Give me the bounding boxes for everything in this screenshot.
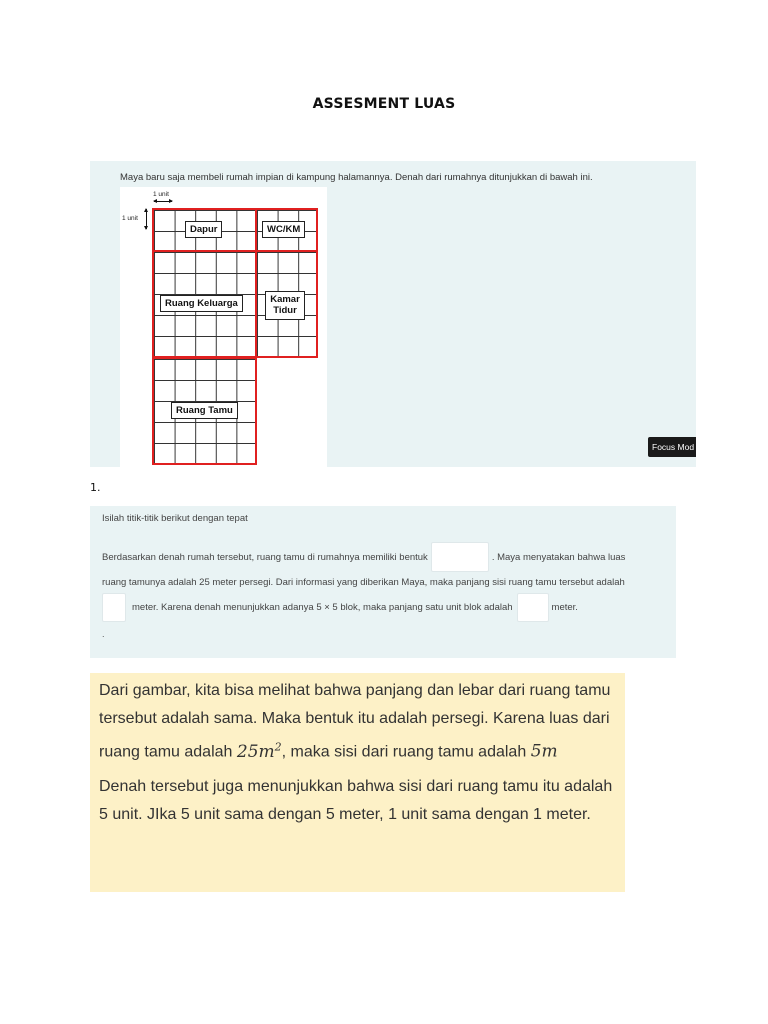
room-label-wc: WC/KM xyxy=(262,221,305,238)
room-label-kamar-line2: Tidur xyxy=(273,305,297,317)
math-area-exponent: 2 xyxy=(274,740,282,753)
document-title: ASSESMENT LUAS xyxy=(312,96,456,112)
question-text-3a: meter. Karena denah menunjukkan adanya 5 × 5 blok, maka panjang satu unit blok adalah xyxy=(132,602,513,613)
unit-horizontal-label: 1 unit xyxy=(153,191,169,198)
question-line-1 xyxy=(102,542,625,572)
question-text-1b: . Maya menyatakan bahwa luas xyxy=(491,551,626,563)
answer-blank-shape[interactable] xyxy=(431,542,489,572)
room-label-kamar-line1: Kamar xyxy=(270,294,300,305)
room-dapur xyxy=(152,208,257,252)
answer-paragraph-1 xyxy=(99,677,615,767)
question-instruction: Isilah titik-titik berikut dengan tepat xyxy=(102,513,248,524)
math-side: 5m xyxy=(530,741,558,762)
math-area-base: 25m xyxy=(236,741,275,762)
answer-text-1a: Dari gambar, kita bisa melihat bahwa panjang dan lebar dari ruang tamu tersebut adalah sama. Maka bentuk itu adalah persegi. Karena luas dari ruang tamu adalah xyxy=(99,682,611,761)
room-label-kamar-tidur xyxy=(265,291,305,320)
question-text-2: ruang tamunya adalah 25 meter persegi. Dari informasi yang diberikan Maya, maka panjang sisi ruang tamu tersebut adalah xyxy=(102,577,625,588)
answer-blank-side-length[interactable] xyxy=(102,593,126,622)
question-text-3b: meter. xyxy=(551,602,578,613)
answer-text-1b: , maka sisi dari ruang tamu adalah xyxy=(281,743,527,761)
question-line-2 xyxy=(102,577,625,588)
double-arrow-vertical-icon xyxy=(146,209,147,229)
double-arrow-horizontal-icon xyxy=(154,201,172,202)
focus-mode-button[interactable]: Focus Mod xyxy=(648,437,696,457)
question-panel xyxy=(90,506,676,658)
problem-image-panel xyxy=(90,161,696,467)
answer-explanation-panel xyxy=(90,673,625,892)
floor-plan xyxy=(120,187,327,467)
room-tamu xyxy=(152,357,257,465)
unit-vertical-label: 1 unit xyxy=(122,215,138,222)
room-wc xyxy=(255,208,318,252)
math-area xyxy=(237,742,282,762)
question-number: 1. xyxy=(90,481,101,494)
answer-blank-unit-length[interactable] xyxy=(517,593,549,622)
room-kamar-tidur xyxy=(255,250,318,358)
room-label-tamu: Ruang Tamu xyxy=(171,402,238,419)
room-label-keluarga: Ruang Keluarga xyxy=(160,295,243,312)
question-trailing-dot: . xyxy=(102,629,105,639)
problem-intro-text: Maya baru saja membeli rumah impian di kampung halamannya. Denah dari rumahnya ditunjukkan di bawah ini. xyxy=(120,172,593,183)
answer-paragraph-2: Denah tersebut juga menunjukkan bahwa sisi dari ruang tamu itu adalah 5 unit. JIka 5 unit sama dengan 5 meter, 1 unit sama dengan 1 meter. xyxy=(99,777,613,823)
question-text-1a: Berdasarkan denah rumah tersebut, ruang tamu di rumahnya memiliki bentuk xyxy=(102,551,428,563)
room-label-dapur: Dapur xyxy=(185,221,222,238)
question-line-3 xyxy=(102,593,578,622)
room-keluarga xyxy=(152,250,257,358)
